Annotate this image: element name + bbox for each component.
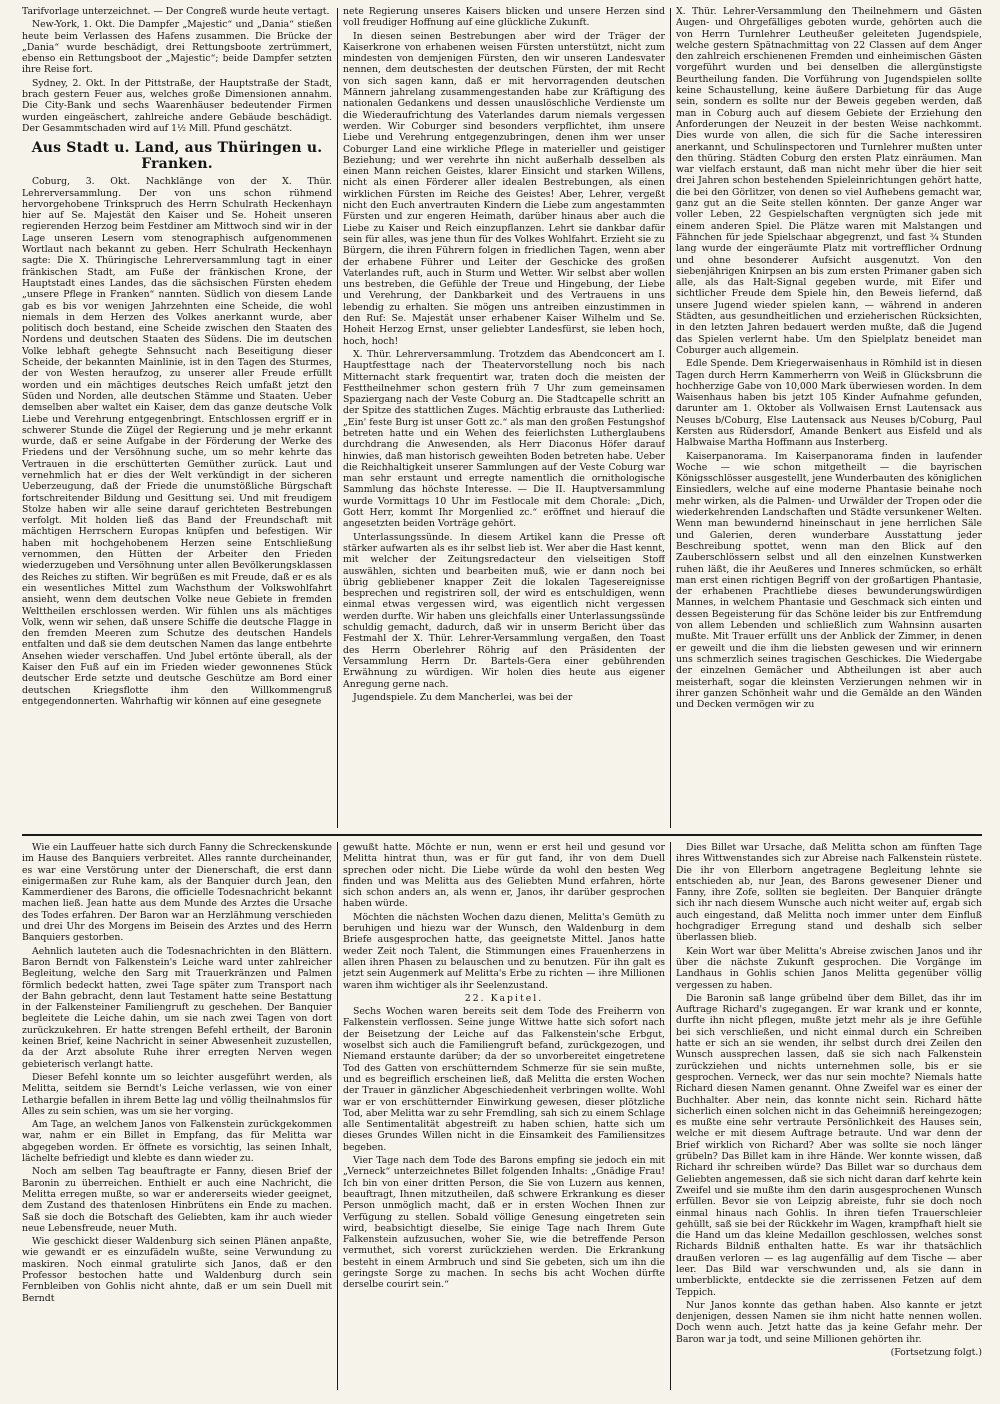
- novel-paragraph: Wie geschickt dieser Waldenburg sich seinen Plänen anpaßte, wie gewandt er es einzufädeln wußte, seine Verwundung zu maskiren. Noch einmal gratulirte sich Janos, daß er den Professor bestochen hatte und Waldenburg durch sein Fernbleiben von Gohlis nicht ahnte, daß er um sein Duell mit Berndt: [22, 1236, 332, 1304]
- article-paragraph: Jugendspiele. Zu dem Mancherlei, was bei der: [353, 691, 573, 703]
- top-column-1: [22, 6, 332, 830]
- column-rule: [670, 8, 671, 828]
- novel-paragraph: Aehnlich lauteten auch die Todesnachrichten in den Blättern. Baron Berndt von Falkenstein's Leiche ward unter zahlreicher Begleitung, welche den Sarg mit Trauerkränzen und Palmen förmlich bedeckt hatten, zwei Tage später zum Transport nach der Bahn gebracht, denn laut Testament hatte seine Bestattung in der Falkensteiner Familiengruft zu geschehen. Der Banquier begleitete die Leiche dahin, um sie nach zwei Tagen von dort zurückzukehren. Er hatte strengen Befehl ertheilt, der Baronin keinen Brief, keine Nachricht in seiner Abwesenheit zuzustellen, da der Arzt absolute Ruhe ihrer erregten Nerven wegen gebieterisch verlangt hatte.: [22, 945, 332, 1070]
- novel-paragraph: Die Baronin saß lange grübelnd über dem Billet, das ihr im Auftrage Richard's zugegangen. Er war krank und er konnte, durfte ihn nicht pflegen, mußte jetzt mehr als je ihre Gefühle bei sich verschließen, und nicht einmal durch ein Schreiben hatte er sich an sie wenden, ihr selbst durch drei Zeilen den Wunsch aussprechen lassen, daß sie sich nach Falkenstein zurückziehen und nichts unternehmen solle, bis er sie gesprochen. Verneck, wer das nur sein mochte? Niemals hatte Richard diesen Namen genannt. Ohne Zweifel war es einer der Buchhalter. Aber nein, das konnte nicht sein. Richard hätte sicherlich einen solchen nicht in das Geheimniß hereingezogen; es mußte eine sehr vertraute Persönlichkeit des Hauses sein, welche er mit diesem Auftrage betraute. Und war denn der Brief wirklich von Richard? Aber was sollte sie noch länger grübeln? Das Billet kam in ihre Hände. Wer konnte wissen, daß Richard ihr schreiben würde? Das Billet war so durchaus dem Geliebten angemessen, daß sie sich nicht daran darf kehrte kein Zweifel und sie mußte ihm den darin ausgesprochenen Wunsch erfüllen. Bevor sie von Leipzig abreiste, fuhr sie doch noch einmal hinaus nach Gohlis. In ihren tiefen Trauerschleier gehüllt, saß sie bei der Rückkehr im Wagen, krampfhaft hielt sie die Hand um das kleine Medaillon geschlossen, welches sonst Richards Bildniß enthalten hatte. Es war ihr thatsächlich draußen verloren — es lag augenfällig auf dem Tische — aber leer. Das Bild war verschwunden und, als sie dann in umberblickte, entdeckte sie die zerrissenen Fetzen auf dem Teppich.: [676, 992, 982, 1298]
- bottom-column-3: [676, 842, 982, 1394]
- top-column-2: [343, 6, 665, 830]
- column-rule: [670, 842, 671, 1390]
- novel-paragraph: Kein Wort war über Melitta's Abreise zwischen Janos und ihr über die nächste Zukunft gesprochen. Die Vorgänge im Landhaus in Gohlis schien Janos Melitta gegenüber völlig vergessen zu haben.: [676, 945, 982, 991]
- section-heading: Aus Stadt u. Land, aus Thüringen u. Franken.: [31, 140, 323, 173]
- continuation-note: (Fortsetzung folgt.): [890, 1347, 982, 1359]
- novel-paragraph: Dieser Befehl konnte um so leichter ausgeführt werden, als Melitta, seitdem sie Berndt's Leiche verlassen, wie von einer Lethargie befallen in ihrem Bette lag und völlig theilnahmslos für Alles zu sein schien, was um sie her vorging.: [22, 1071, 332, 1117]
- novel-paragraph: Dies Billet war Ursache, daß Melitta schon am fünften Tage ihres Wittwenstandes sich zur Abreise nach Falkenstein rüstete. Die ihr von Ellerborn angetragene Begleitung lehnte sie entschieden ab, nur Jean, des Barons gewesener Diener und Fanny, ihre Zofe, sollten sie begleiten. Der Banquier drängte sich ihr nach diesem Wunsche auch nicht weiter auf, ergab sich auch eingestand, daß Melitta noch immer unter dem Einfluß hochgradiger Erregung stand und deshalb sich selber überlassen blieb.: [676, 842, 982, 944]
- novel-paragraph: Am Tage, an welchem Janos von Falkenstein zurückgekommen war, nahm er ein Billet in Empfang, das für Melitta war abgegeben worden. Er öffnete es vorsichtig, las seinen Inhalt, lächelte befriedigt und klebte es dann wieder zu.: [22, 1119, 332, 1165]
- article-paragraph: Kaiserpanorama. Im Kaiserpanorama finden in laufender Woche — wie schon mitgetheilt — die bayrischen Königsschlösser ausgestellt, jene Wunderbauten des königlichen Einsiedlers, welche auf eine moderne Phantasie beinahe noch mehr wirken, als die Palmen- und Urwälder der Tropen oder die wiederkehrenden Landschaften und Städte versunkener Welten. Wenn man bewundernd hineinschaut in jene herrlichen Säle und Galerien, deren wunderbare Ausstattung jeder Beschreibung spottet, wenn man den Blick auf den Zauberschlössern selbst und all den einzelnen Kunstwerken ruhen läßt, die ihr Aeußeres und Inneres schmücken, so erhält man erst einen richtigen Begriff von der großartigen Phantasie, der erhabenen Prachtliebe dieses bewunderungswürdigen Mannes, in welchem Phantasie und Geschmack sich einten und dessen Begeisterung für das Schöne leider bis zur Entfremdung von allem Lebenden und schließlich zum Wahnsinn ausarten mußte. Mit Trauer erfüllt uns der Anblick der Zimmer, in denen er geweilt und die ihm die liebsten gewesen und wir erinnern uns schmerzlich seines tragischen Geschickes. Die Wiedergabe der einzelnen Gemächer und Abtheilungen ist aber auch meisterhaft, sogar die kleinsten Verzierungen nehmen wir in ihrer ganzen Schönheit wahr und die Gemälde an den Wänden und Decken vermögen wir zu: [676, 450, 982, 711]
- novel-paragraph: Möchten die nächsten Wochen dazu dienen, Melitta's Gemüth zu beruhigen und hiezu war der Wunsch, den Waldenburg in dem Briefe ausgesprochen hatte, das geeignetste Mittel. Janos hatte weder Zeit noch Talent, die Stimmungen eines Frauenherzens in allen ihren Phasen zu belauschen und zu benutzen. Für ihn galt es jetzt sein Augenmerk auf Melitta's Erbe zu richten — ihre Millionen waren ihm wichtiger als ihr Seelenzustand.: [343, 911, 665, 991]
- article-paragraph: nete Regierung unseres Kaisers blicken und unsere Herzen sind voll freudiger Hoffnung auf eine glückliche Zukunft.: [343, 6, 665, 29]
- novel-paragraph: Wie ein Lauffeuer hatte sich durch Fanny die Schreckenskunde im Hause des Banquiers verbreitet. Alles rannte durcheinander, es war eine Verstörung unter der Dienerschaft, die erst dann einigermaßen zur Ruhe kam, als der Banquier durch Jean, den Kammerdiener des Barons, die officielle Todesnachricht bekannt machen ließ. Jean hatte aus dem Munde des Arztes die Ursache des Todes erfahren. Der Baron war an Herzlähmung verschieden und drei Uhr des Morgens im Beisein des Arztes und des Herrn Banquiers gestorben.: [22, 842, 332, 944]
- column-rule: [337, 8, 338, 828]
- feuilleton-rule: [22, 834, 982, 836]
- article-paragraph: Sydney, 2. Okt. In der Pittstraße, der Hauptstraße der Stadt, brach gestern Feuer aus, welches große Dimensionen annahm. Die City-Bank und sechs Waarenhäuser bedeutender Firmen wurden eingeäschert, zahlreiche andere Gebäude beschädigt. Der Gesammtschaden wird auf 1½ Mill. Pfund geschätzt.: [22, 77, 332, 134]
- top-column-3: [676, 6, 982, 830]
- novel-paragraph: Vier Tage nach dem Tode des Barons empfing sie jedoch ein mit „Verneck“ unterzeichnetes Billet folgenden Inhalts: „Gnädige Frau! Ich bin von einer dritten Person, die Sie von Luzern aus kennen, beauftragt, Ihnen mitzutheilen, daß schwere Erkrankung es dieser Person unmöglich macht, daß er in ersten Wochen Ihnen zur Verfügung zu stellen. Sobald völlige Genesung eingetreten sein wird, beabsichtigt dieselbe, Sie einige Tage nach Ihrem Gute Falkenstein aufzusuchen, woher Sie, wie die betreffende Person vermuthet, sich vorerst zurückziehen werden. Die Erkrankung besteht in einem Armbruch und sind Sie gebeten, sich um ihn die geringste Sorge zu machen. In sechs bis acht Wochen dürfte derselbe courirt sein.“: [343, 1155, 665, 1291]
- article-paragraph: In diesen seinen Bestrebungen aber wird der Träger der Kaiserkrone von erhabenen weisen Fürsten unterstützt, nicht zum mindesten von demjenigen Fürsten, den wir unseren Landesvater nennen, dem deutschesten der deutschen Fürsten, der mit Recht von sich sagen kann, daß er mit hervorragenden deutschen Männern jahrelang zusammengestanden habe zur Kräftigung des nationalen Gedankens und dessen unauslöschliche Verdienste um die Wiederaufrichtung des Vaterlandes darum niemals vergessen werden. Wir Coburger sind besonders verpflichtet, ihm unsere Liebe und Verehrung entgegenzubringen, denen ihm wer unser Coburger Land eine wirkliche Pflege in materieller und geistiger Beziehung; und wer verehrte ihn nicht außerhalb desselben als einen Mann reichen Geistes, klarer Einsicht und starken Willens, nicht als einen Förderer aller idealen Bestrebungen, als einen wirklichen Fürsten im Reiche des Geistes! Aber, Lehrer, vergeßt nicht den Euch anvertrauten Kindern die Liebe zum angestammten Fürsten und zur engeren Heimath, darüber hinaus aber auch die Liebe zu Kaiser und Reich einzupflanzen. Lehrt sie dankbar dafür sein für alles, was jene thun für des Volkes Wohlfahrt. Erzieht sie zu Bürgern, die ihren Führern folgen in friedlichen Tagen, wenn aber der erhabene Führer und Leiter der Geschicke des großen Vaterlandes ruft, auch in Sturm und Wetter. Wir selbst aber wollen uns bestreben, die Gefühle der Treue und Hingebung, der Liebe und Verehrung, der Dankbarkeit und des Vertrauens in uns lebendig zu erhalten. Sie mögen uns antreiben einzustimmen in den Ruf: Se. Majestät unser erhabener Kaiser Wilhelm und Se. Hoheit Herzog Ernst, unser geliebter Landesfürst, sie leben hoch, hoch, hoch!: [343, 30, 665, 347]
- novel-paragraph: gewußt hatte. Möchte er nun, wenn er erst heil und gesund vor Melitta hintrat thun, was er für gut fand, ihr von dem Duell sprechen oder nicht. Die Liebe würde da wohl den besten Weg finden und was Melitta aus des Geliebten Mund erfahren, hörte sich schon anders an, als wenn er, Janos, ihr darüber gesprochen haben würde.: [343, 842, 665, 910]
- article-paragraph: Tarifvorlage unterzeichnet. — Der Congreß wurde heute vertagt.: [22, 6, 330, 17]
- novel-paragraph: Nur Janos konnte das gethan haben. Also kannte er jetzt denjenigen, dessen Namen sie ihm nicht hatte nennen wollen. Doch wenn auch. Jetzt hatte das ja keine Gefahr mehr. Der Baron war ja todt, und seine Millionen gehörten ihr.: [676, 1299, 982, 1345]
- novel-paragraph: Noch am selben Tag beauftragte er Fanny, diesen Brief der Baronin zu überreichen. Enthielt er auch eine Nachricht, die Melitta erregen mußte, so war er andererseits wieder geeignet, dem Zustand des thatenlosen Hinbrütens ein Ende zu machen. Saß sie doch die Botschaft des Geliebten, kam ihr auch wieder neue Lebensfreude, neuer Muth.: [22, 1166, 332, 1234]
- novel-paragraph: Sechs Wochen waren bereits seit dem Tode des Freiherrn von Falkenstein verflossen. Seine junge Wittwe hatte sich sofort nach der Beisetzung der Leiche auf das Falkenstein'sche Erbgut, woselbst sich auch die Familiengruft befand, zurückgezogen, und Niemand erstaunte darüber; da der so unvorbereitet eingetretene Tod des Gatten von erschütterndem Schmerze für sie sein mußte, und es begreiflich erscheinen ließ, daß Melitta die ersten Wochen der Trauer in gänzlicher Abgeschiedenheit verbringen wollte. Wohl war er von erschütternder Einwirkung gewesen, dieser plötzliche Tod, aber Melitta war zu sehr Fremdling, sah sich zu einem Schlage alle Sentimentalität abgestreift zu haben schien, hatte sich um dieses Grundes Willen nicht in die Einsamkeit des Familiensitzes begeben.: [343, 1006, 665, 1153]
- article-paragraph: Unterlassungssünde. In diesem Artikel kann die Presse oft stärker aufwarten als es ihr selbst lieb ist. Wer aber die Hast kennt, mit welcher der Zeitungsredacteur den vielseitigen Stoff auswählen, sichten und bearbeiten muß, wie er dann noch bei übrig gebliebener knapper Zeit die lokalen Tagesereignisse besprechen und registriren soll, der wird es entschuldigen, wenn einmal etwas vergessen wird, was eigentlich nicht vergessen werden durfte. Wir haben uns gleichfalls einer Unterlassungssünde schuldig gemacht, dadurch, daß wir in unserm Bericht über das Festmahl der X. Thür. Lehrer-Versammlung vergaßen, den Toast des Herrn Oberlehrer Röhrig auf den Präsidenten der Versammlung Herrn Dr. Bartels-Gera einer gebührenden Erwähnung zu würdigen. Wir holen dies heute aus eigener Anregung gerne nach.: [343, 531, 665, 690]
- bottom-column-2: [343, 842, 665, 1394]
- chapter-heading: 22. Kapitel.: [464, 992, 544, 1004]
- article-paragraph: Edle Spende. Dem Kriegerwaisenhaus in Römhild ist in diesen Tagen durch Herrn Kammerherrn von Weiß in Glücksbrunn die hochherzige Gabe von 10,000 Mark überwiesen worden. In dem Waisenhaus haben bis jetzt 105 Kinder Aufnahme gefunden, darunter am 1. Oktober als Vollwaisen Ernst Lautensack aus Neuses b/Coburg, Else Lautensack aus Neuses b/Coburg, Paul Kersten aus Rüdersdorf, Amande Benkert aus Eisfeld und als Halbwaise Martha Hoffmann aus Insterberg.: [676, 358, 982, 449]
- column-rule: [337, 842, 338, 1390]
- article-paragraph: New-York, 1. Okt. Die Dampfer „Majestic“ und „Dania“ stießen heute beim Verlassen des Hafens zusammen. Die Brücke der „Dania“ wurde beschädigt, drei Rettungsboote zertrümmert, ebenso ein Rettungsboot der „Majestic“; beide Dampfer setzten ihre Reise fort.: [22, 19, 332, 76]
- article-paragraph: X. Thür. Lehrerversammlung. Trotzdem das Abendconcert am I. Hauptfesttage nach der Theatervorstellung noch bis nach Mitternacht stark frequentirt war, traten doch die meisten der Festtheilnehmer schon gestern früh 7 Uhr zum gemeinsamen Spaziergang nach der Veste Coburg an. Die Stadtcapelle schritt an der Spitze des stattlichen Zuges. Mächtig erbrauste das Lutherlied: „Ein' feste Burg ist unser Gott zc.“ als man den großen Festungshof betreten hatte und ein Wehen des feierlichsten Lutherglaubens durchdrang die Anwesenden, als Herr Diaconus Höfer darauf hinwies, daß man historisch geweihten Boden betreten habe. Ueber die Reichhaltigkeit unserer Sammlungen auf der Veste Coburg war man sehr erstaunt und erregte namentlich die ornithologische Sammlung das höchste Interesse. — Die II. Hauptversammlung wurde Vormittags 10 Uhr im Festlocale mit dem Chorale: „Dich, Gott Herr, kommt Ihr Morgenlied zc.“ eröffnet und hierauf die angesetzten beiden Vorträge gehört.: [343, 348, 665, 530]
- bottom-column-1: [22, 842, 332, 1394]
- article-paragraph: Coburg, 3. Okt. Nachklänge von der X. Thür. Lehrerversammlung. Der von uns schon rühmend hervorgehobene Trinkspruch des Herrn Schulrath Heckenhayn hier auf Se. Majestät den Kaiser und Se. Hoheit unseren regierenden Herzog beim Festdiner am Mittwoch sind wir in der Lage unseren Lesern vom stenographisch aufgenommenen Wortlaut nach bekannt zu geben. Herr Schulrath Heckenhayn sagte: Die X. Thüringische Lehrerversammlung tagt in einer fränkischen Stadt, am Fuße der fränkischen Krone, der Hauptstadt eines Landes, das die sächsischen Fürsten ehedem „unsere Pflege in Franken“ nannten. Südlich von diesem Lande gab es bis vor wenigen Jahrzehnten eine Scheide, die wohl niemals in dem Herzen des Volkes anerkannt wurde, aber politisch doch bestand, eine Scheide zwischen den Staaten des Nordens und deutschen Staaten des Südens. Die im deutschen Volke lebhaft gehegte Sehnsucht nach Beseitigung dieser Scheide, der bekannten Mainlinie, ist in den Tagen des Sturmes, der von Westen heraufzog, zu unserer aller Freude erfüllt worden und ein mächtiges deutsches Reich umfaßt jetzt den Süden und Norden, alle deutschen Stämme und Staaten. Ueber demselben aber waltet ein Kaiser, dem das ganze deutsche Volk Liebe und Verehrung entgegenbringt. Entschlossen ergriff er in schwerer Stunde die Zügel der Regierung und je mehr erkannt wurde, daß er seine Aufgabe in der Förderung der Werke des Friedens und der Versöhnung suche, um so mehr kehrte das Vertrauen in die erschütterten Gemüther zurück. Laut und vernehmlich hat er dies der Welt verkündigt in der sicheren Ueberzeugung, daß der Friede die unumstößliche Bürgschaft fortschreitender Bildung und Gesittung sei. Und mit freudigem Stolze haben wir alle seine darauf gerichteten Bestrebungen verfolgt. Mit holden ließ das Band der Freundschaft mit mächtigen Herrschern Europas knüpfen und befestigen. Wir haben mit hochgehobenem Herzen seine Entschließung vernommen, den Hütten der Arbeiter den Frieden wiederzugeben und Versöhnung unter allen Bevölkerungsklassen des Reiches zu stiften. Wir begrüßen es mit Freude, daß er es als ein wesentliches Mittel zum Wachsthum der Volkswohlfahrt ansieht, wenn dem deutschen Volke neue Gebiete in fremden Welttheilen erschlossen werden. Wir fühlen uns als mächtiges Volk, wenn wir sehen, daß unsere Schiffe die deutsche Flagge in den fremden Meeren zum Schutze des deutschen Handels entfalten und daß sie dem deutschen Namen das lange entbehrte Ansehen wieder verschaffen. Und Jubel ertönte überall, als der Kaiser den Fuß auf ein im Frieden wieder gewonnenes Stück deutscher Erde setzte und deutsche Geschütze am Bord einer deutschen Kriegsflotte ihm den Willkommengruß entgegendonnerten. Wahrhaftig wir können auf eine gesegnete: [22, 176, 332, 707]
- article-paragraph: X. Thür. Lehrer-Versammlung den Theilnehmern und Gästen Augen- und Ohrgefälliges geboten wurde, gehörten auch die von Herrn Turnlehrer Leutheußer geleiteten Jugendspiele, welche gestern Spätnachmittag von 22 Classen auf dem Anger den zahlreich erschienenen Fremden und einheimischen Gästen vorgeführt wurden und bei denselben die allergünstigste Beurtheilung fanden. Die Vorführung von Jugendspielen sollte keine Schaustellung, keine äußere Darbietung für das Auge sein, sondern es sollte nur der Beweis gegeben werden, daß man in Coburg auch auf diesem Gebiete der Erziehung den Anforderungen der Neuzeit in der besten Weise nachkommt. Dies wurde von allen, die sich für die Sache interessiren anerkannt, und Schulinspectoren und Turnlehrer mußten unter den thüring. Städten Coburg den ersten Platz einräumen. Man war vielfach erstaunt, daß man nicht mehr über die hier seit drei Jahren schon bestehenden Spieleinrichtungen gehört hatte, die bei den Görlitzer, von denen so viel Aufhebens gemacht war, ganz gut an die Seite stellen könnten. Der ganze Anger war voller Leben, 22 Gespielschaften vergnügten sich jede mit einem anderen Spiel. Die Plätze waren mit Malstangen und Fähnchen für jede Spielschaar abgegrenzt, und fast ¾ Stunden lang wurde der eingeräumte Platz mit vortrefflicher Ordnung und ohne besonderer Aufsicht ausgenutzt. Von den siebenjährigen Knirpsen an bis zum ersten Primaner gaben sich alle, als das Halt-Signal gegeben wurde, mit Eifer und sichtlicher Freude dem Spiele hin, den Beweis liefernd, daß unsere Jugend wieder spielen kann, — während in anderen Städten, aus gesundheitlichen und erzieherischen Rücksichten, in den letzten Jahren bedauert werden mußte, daß die Jugend das Spielen verlernt habe. Um den Spielplatz beneidet man Coburger auch allgemein.: [676, 6, 982, 356]
